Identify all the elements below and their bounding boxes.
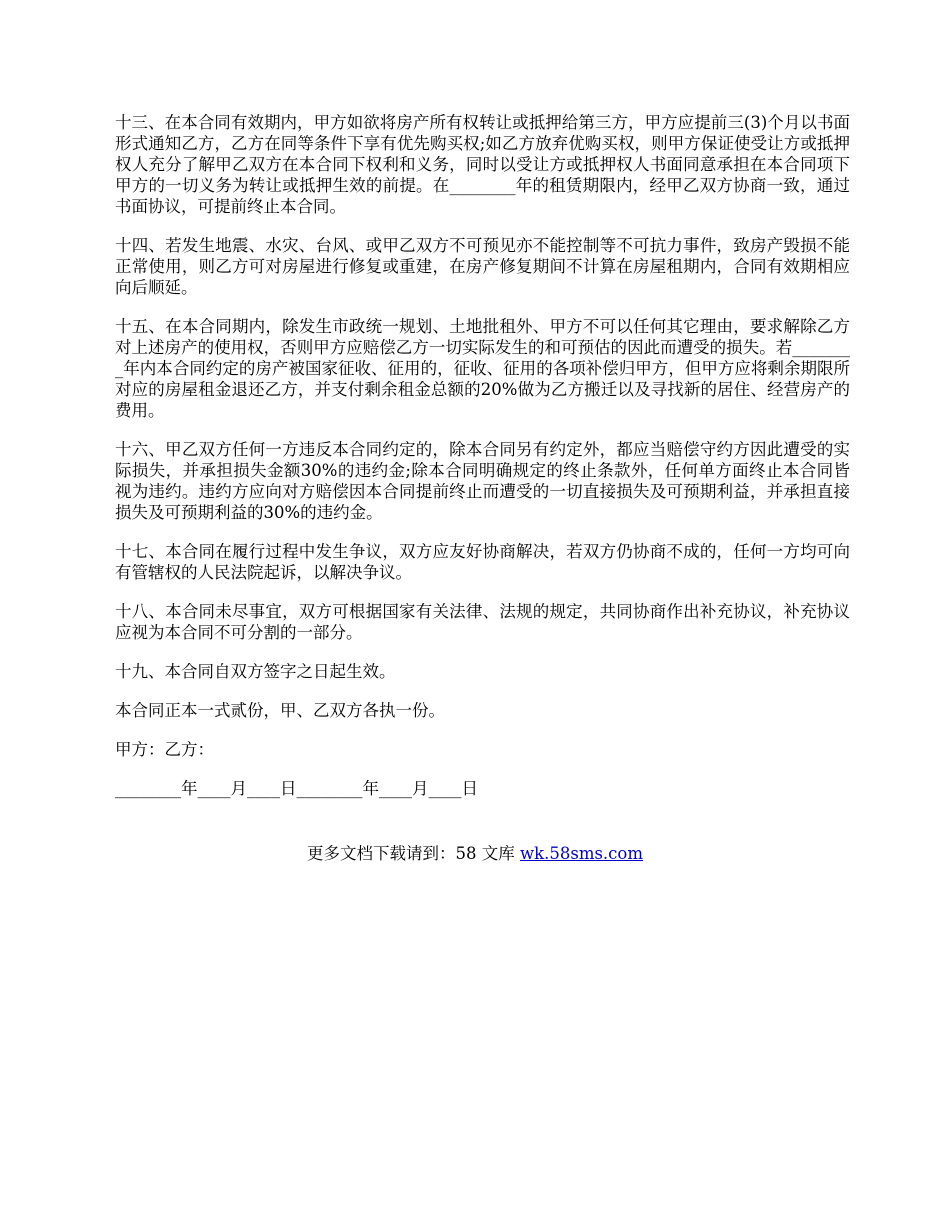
clause-19: 十九、本合同自双方签字之日起生效。 xyxy=(115,662,396,681)
clause-15: 十五、在本合同期内，除发生市政统一规划、土地批租外、甲方不可以任何其它理由，要求解除乙方对上述房产的使用权，否则甲方应赔偿乙方一切实际发生的和可预估的因此而遭受的损失。若________年内本合同约定的房产被国家征收、征用的，征收、征用的各项补偿归甲方，但甲方应将剩余期限所对应的房屋租金退还乙方，并支付剩余租金总额的20%做为乙方搬迁以及寻找新的居住、经营房产的费用。 xyxy=(115,317,850,420)
copies-statement: 本合同正本一式贰份，甲、乙双方各执一份。 xyxy=(115,701,445,720)
signature-dates: ________年____月____日________年____月____日 xyxy=(115,779,478,798)
footer-text: 更多文档下载请到：58 文库 xyxy=(306,844,520,863)
clause-13: 十三、在本合同有效期内，甲方如欲将房产所有权转让或抵押给第三方，甲方应提前三(3)个月以书面形式通知乙方，乙方在同等条件下享有优先购买权;如乙方放弃优购买权，则甲方保证使受让方或抵押权人充分了解甲乙双方在本合同下权利和义务，同时以受让方或抵押权人书面同意承担在本合同项下甲方的一切义务为转让或抵押生效的前提。在________年的租赁期限内，经甲乙双方协商一致，通过书面协议，可提前终止本合同。 xyxy=(115,113,850,216)
document-body xyxy=(115,112,850,817)
footer-link[interactable]: wk.58sms.com xyxy=(519,844,643,863)
clause-16: 十六、甲乙双方任何一方违反本合同约定的，除本合同另有约定外，都应当赔偿守约方因此遭受的实际损失，并承担损失金额30%的违约金;除本合同明确规定的终止条款外，任何单方面终止本合同皆视为违约。违约方应向对方赔偿因本合同提前终止而遭受的一切直接损失及可预期利益，并承担直接损失及可预期利益的30%的违约金。 xyxy=(115,440,850,522)
signature-parties: 甲方：乙方： xyxy=(115,740,214,759)
clause-17: 十七、本合同在履行过程中发生争议，双方应友好协商解决，若双方仍协商不成的，任何一方均可向有管辖权的人民法院起诉，以解决争议。 xyxy=(115,542,850,582)
clause-18: 十八、本合同未尽事宜，双方可根据国家有关法律、法规的规定，共同协商作出补充协议，补充协议应视为本合同不可分割的一部分。 xyxy=(115,602,850,642)
clause-14: 十四、若发生地震、水灾、台风、或甲乙双方不可预见亦不能控制等不可抗力事件，致房产毁损不能正常使用，则乙方可对房屋进行修复或重建，在房产修复期间不计算在房屋租期内，合同有效期相应向后顺延。 xyxy=(115,236,850,297)
download-footer xyxy=(0,843,950,864)
